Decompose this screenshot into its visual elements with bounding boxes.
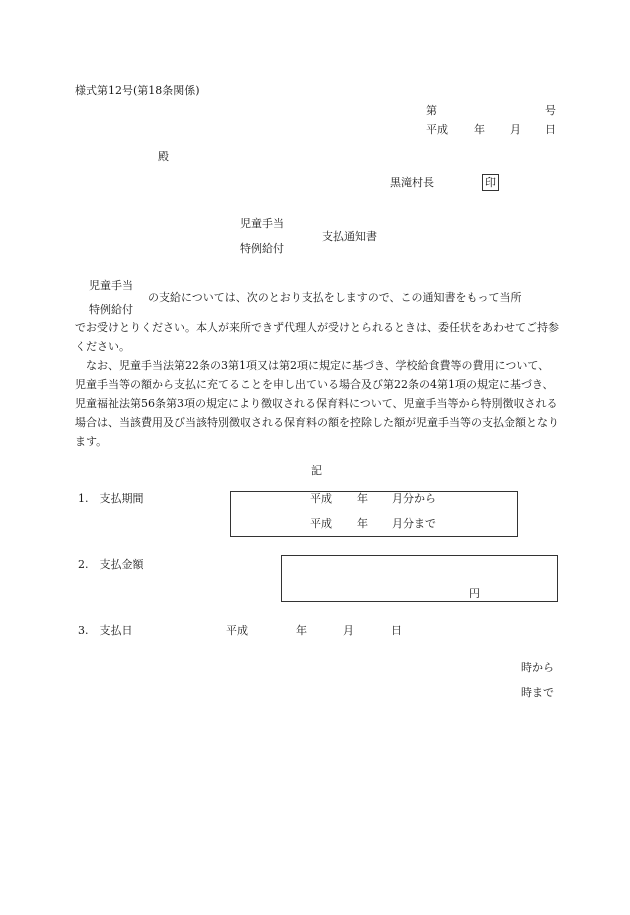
- period-from-year: 年: [357, 492, 368, 505]
- period-from-suffix: 月分から: [392, 492, 436, 505]
- amount-unit: 円: [469, 587, 480, 600]
- payment-amount-label: 2. 支払金額: [78, 558, 144, 571]
- payment-date-label: 3. 支払日: [78, 624, 133, 637]
- payment-period-label: 1. 支払期間: [78, 492, 144, 505]
- form-label: 様式第12号(第18条関係): [75, 84, 200, 97]
- issue-date-month: 月: [510, 123, 521, 136]
- title-line-1: 児童手当: [240, 217, 284, 230]
- addressee-suffix: 殿: [158, 150, 169, 163]
- payment-date-year: 年: [296, 624, 307, 637]
- note-paragraph: なお、児童手当法第22条の3第1項又は第2項に規定に基づき、学校給食費等の費用について、児童手当等の額から支払に充てることを申し出ている場合及び第22条の4第1項の規定に基づき、児童福祉法第56条第3項の規定により徴収される保育料について、児童手当等から特別徴収される場合は、当該費用及び当該特別徴収される保育料の額を控除した額が児童手当等の支払金額となります。: [75, 359, 559, 448]
- time-from: 時から: [521, 661, 554, 674]
- issue-date-era: 平成: [426, 123, 448, 136]
- payment-date-month: 月: [343, 624, 354, 637]
- intro-benefit-1: 児童手当: [89, 279, 133, 292]
- period-to-year: 年: [357, 517, 368, 530]
- issue-date-year: 年: [474, 123, 485, 136]
- seal-mark: 印: [482, 174, 499, 191]
- title-line-2: 特例給付: [240, 242, 284, 255]
- intro-text-inline: の支給については、次のとおり支払をしますので、この通知書をもって当所: [148, 291, 522, 304]
- document-title: 支払通知書: [322, 230, 377, 243]
- period-to-era: 平成: [310, 517, 332, 530]
- ki-heading: 記: [311, 464, 322, 477]
- document-number-prefix: 第: [426, 104, 437, 117]
- issuer-name: 黒滝村長: [390, 176, 434, 189]
- period-to-suffix: 月分まで: [392, 517, 436, 530]
- document-number-suffix: 号: [545, 104, 556, 117]
- time-to: 時まで: [521, 686, 554, 699]
- issue-date-day: 日: [545, 123, 556, 136]
- intro-benefit-2: 特例給付: [89, 303, 133, 316]
- payment-period-box: [230, 491, 518, 537]
- payment-date-day: 日: [391, 624, 402, 637]
- payment-amount-box: [281, 555, 558, 602]
- intro-paragraph: [75, 318, 559, 451]
- period-from-era: 平成: [310, 492, 332, 505]
- payment-date-era: 平成: [226, 624, 248, 637]
- intro-text-rest: でお受けとりください。本人が来所できず代理人が受けとられるときは、委任状をあわせてご持参ください。: [75, 321, 559, 353]
